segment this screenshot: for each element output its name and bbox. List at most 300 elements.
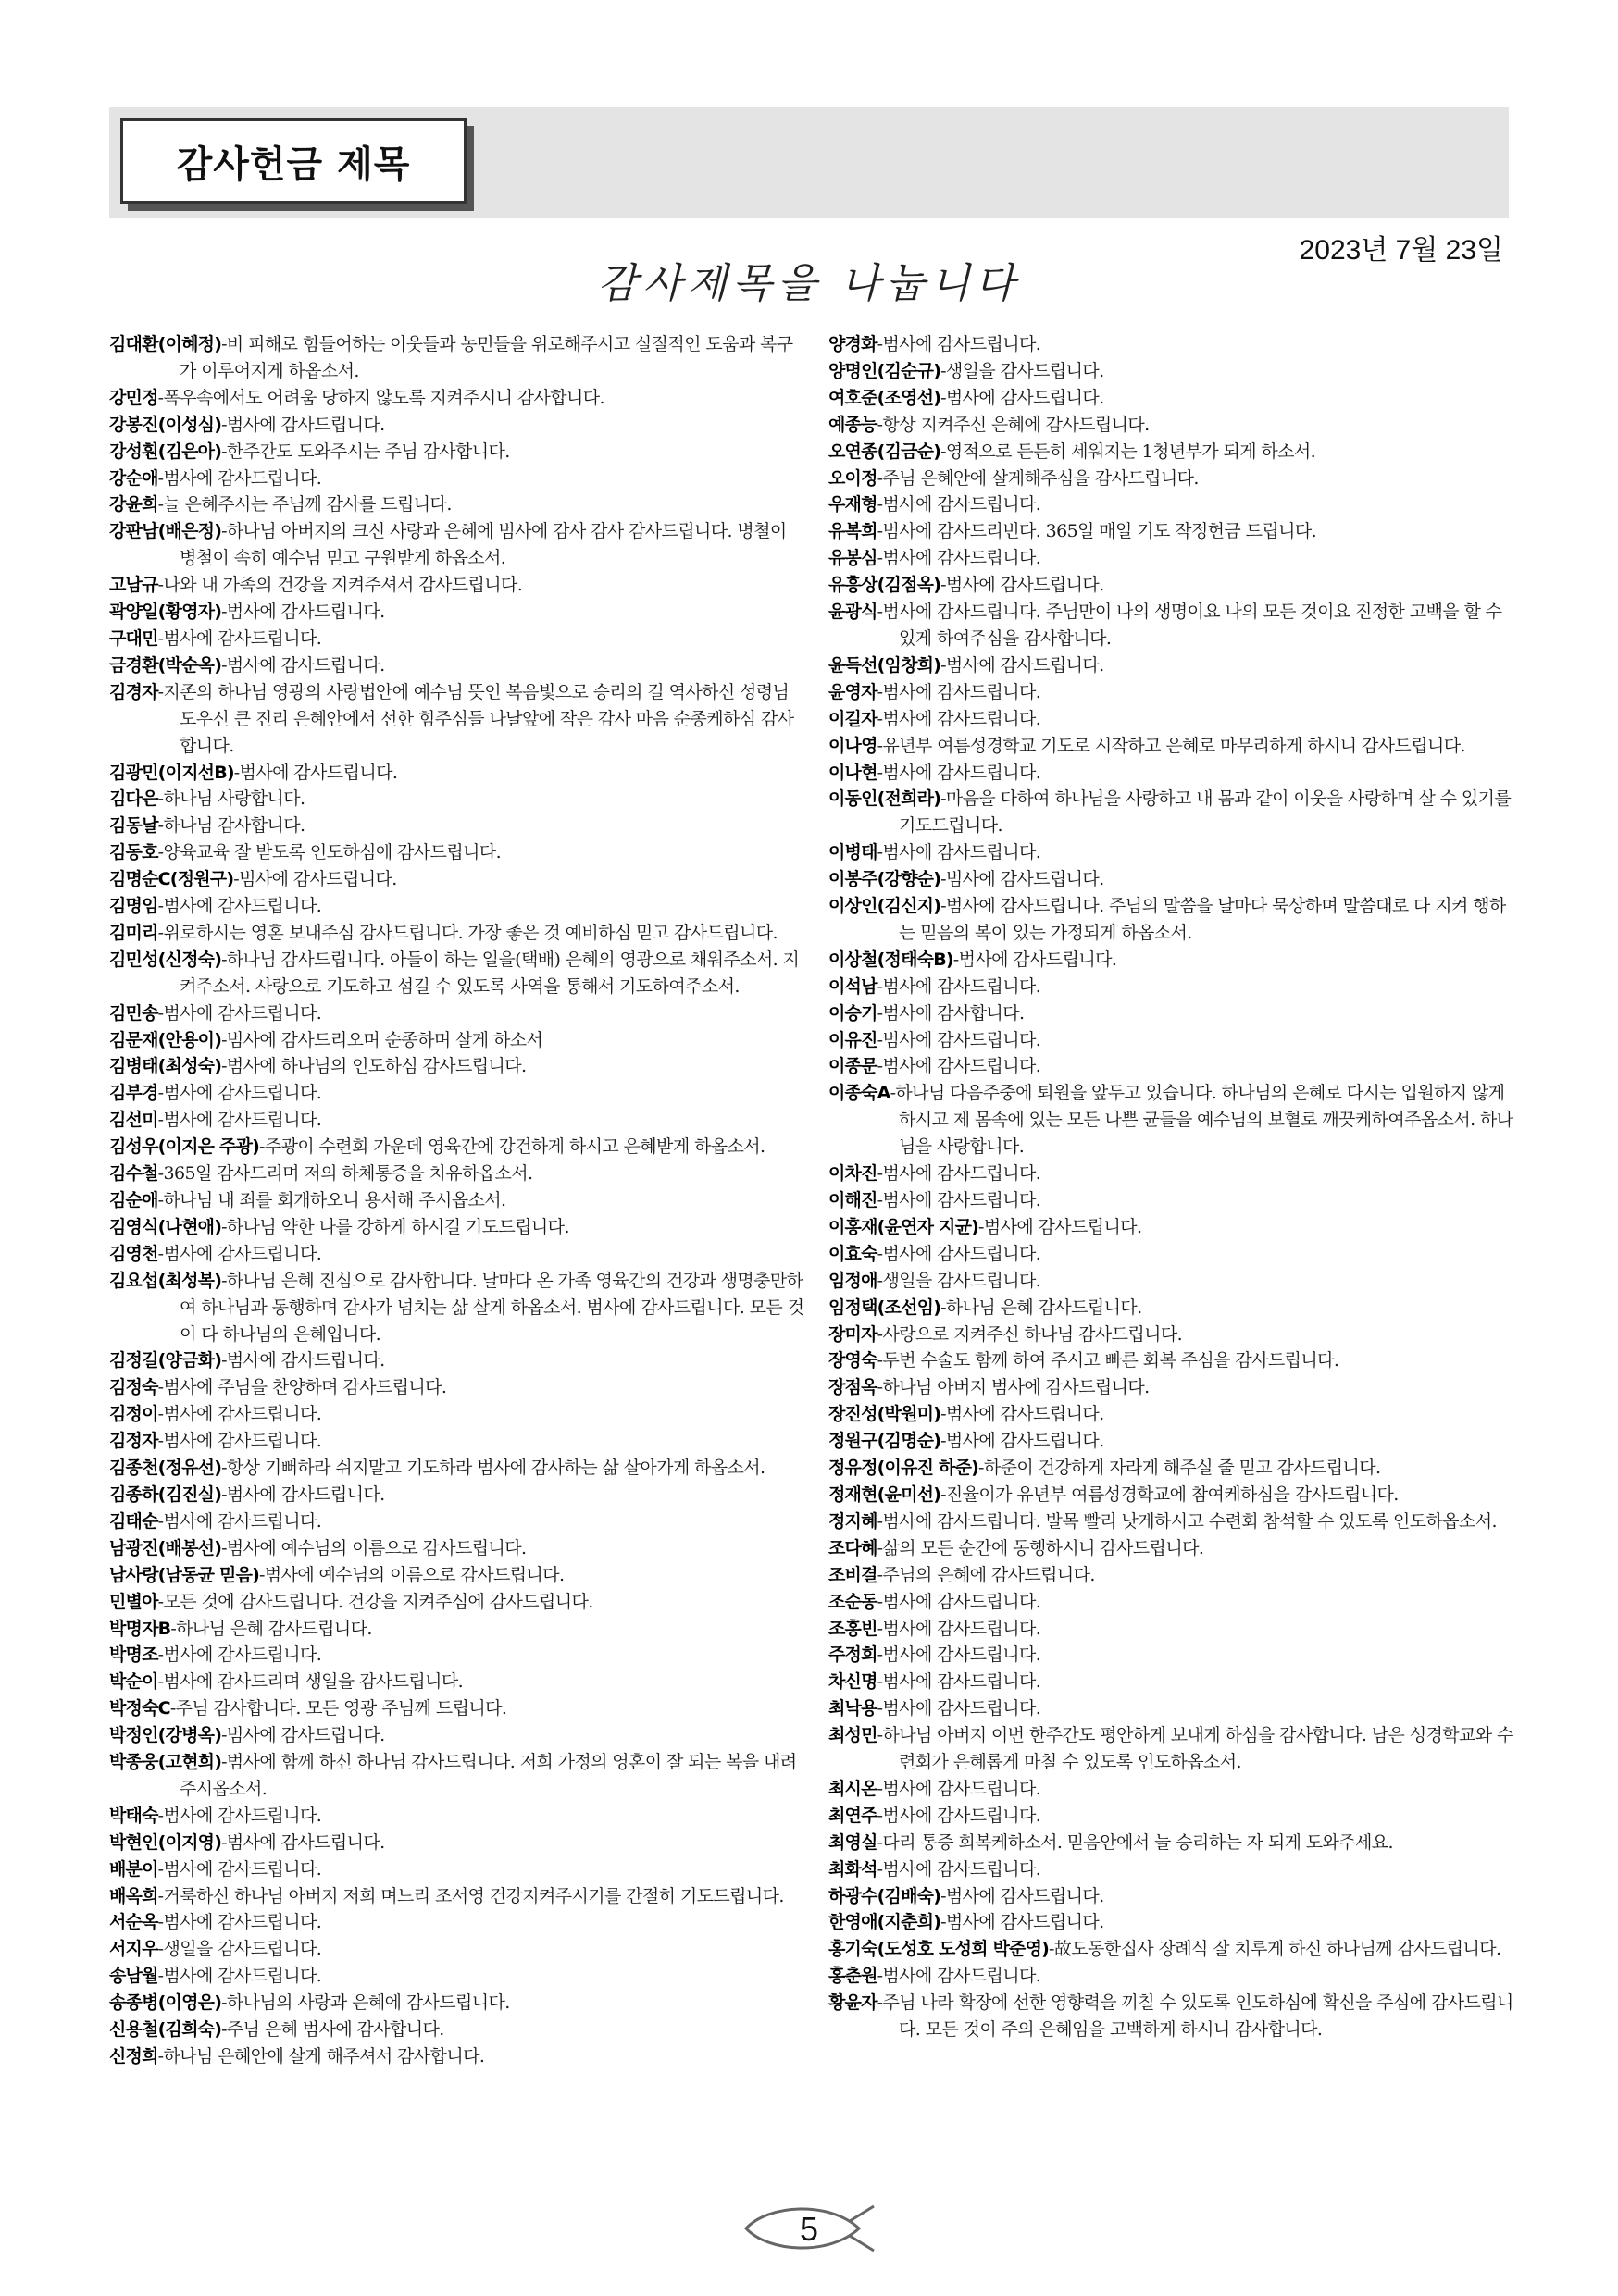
entry-item (828, 1000, 1513, 1027)
entry-item (828, 439, 1513, 465)
entry-item (828, 385, 1513, 412)
entry-name: 김민송 (109, 1002, 158, 1024)
entry-text: -사랑으로 지켜주신 하나님 감사드립니다. (877, 1323, 1183, 1345)
entry-item (828, 1669, 1513, 1695)
entry-text: -범사에 감사드립니다. (157, 1966, 322, 1987)
entry-name: 곽양일(황영자) (109, 602, 222, 623)
entry-text: -범사에 감사드립니다. (940, 575, 1104, 596)
entry-item (828, 1856, 1513, 1883)
entry-text: -하나님 약한 나를 강하게 하시길 기도드립니다. (221, 1216, 569, 1237)
entry-text: -범사에 감사드리빈다. 365일 매일 기도 작정헌금 드립니다. (877, 521, 1317, 542)
entry-text: -범사에 감사드립니다. (940, 1885, 1104, 1906)
entry-item (828, 1830, 1513, 1856)
entry-item (828, 1268, 1513, 1295)
entry-name: 이동인(전희라) (828, 788, 941, 810)
entry-text: -범사에 감사드립니다. (877, 975, 1041, 997)
entry-name: 강판남(배은정) (109, 521, 222, 542)
entry-text: -범사에 하나님의 인도하심 감사드립니다. (221, 1056, 527, 1077)
entry-text: -범사에 감사드립니다. (157, 896, 322, 917)
section-heading: 감사제목을 나눕니다 (597, 260, 1021, 307)
entry-text: -한주간도 도와주시는 주님 감사합니다. (221, 441, 510, 462)
entry-name: 김정길(양금화) (109, 1350, 222, 1371)
entry-text: -범사에 감사드립니다. (157, 467, 322, 489)
entry-item (828, 786, 1513, 839)
entry-item (828, 1482, 1513, 1508)
entry-name: 신용철(김희숙) (109, 2019, 222, 2041)
entry-name: 박순이 (109, 1671, 158, 1693)
entry-text: -범사에 감사드립니다. (221, 1483, 385, 1505)
entry-item (828, 839, 1513, 866)
entry-text: -유년부 여름성경학교 기도로 시작하고 은혜로 마무리하게 하시니 감사드립니다. (877, 735, 1465, 756)
entry-item (109, 626, 805, 652)
entry-item (828, 866, 1513, 893)
entry-item (109, 1990, 805, 2017)
title-box (120, 118, 467, 204)
entry-text: -범사에 감사드립니다. 주님만이 나의 생명이요 나의 모든 것이요 진정한 고백을 할 수 있게 하여주심을 감사합니다. (877, 602, 1502, 649)
entry-name: 홍춘원 (828, 1966, 877, 1987)
entry-text: -범사에 감사드립니다. (157, 1002, 322, 1024)
entry-text: -주님의 은혜에 감사드립니다. (877, 1564, 1095, 1585)
entry-name: 구대민 (109, 627, 158, 649)
entry-text: -범사에 감사드립니다. (157, 1510, 322, 1532)
entry-name: 유복희 (828, 521, 877, 542)
entry-item (828, 1936, 1513, 1963)
entry-text: -범사에 감사드립니다. (221, 602, 385, 623)
entry-text: -범사에 감사드립니다. (157, 1243, 322, 1264)
entry-text: -범사에 감사드립니다. (157, 1858, 322, 1880)
entry-text: -범사에 예수님의 이름으로 감사드립니다. (259, 1564, 565, 1585)
entry-text: -하나님 아버지 범사에 감사드립니다. (877, 1377, 1150, 1398)
entry-text: -하나님 사랑합니다. (157, 788, 305, 810)
entry-text: -범사에 감사드립니다. (877, 1591, 1041, 1612)
entry-name: 정원구(김명순) (828, 1431, 941, 1452)
entry-item (109, 1909, 805, 1936)
entry-item (109, 412, 805, 439)
entry-item (109, 1830, 805, 1856)
entry-text: -범사에 감사드립니다. (877, 1858, 1041, 1880)
entry-text: -범사에 감사드립니다. (221, 1350, 385, 1371)
entry-name: 강윤희 (109, 494, 158, 515)
entry-name: 김순애 (109, 1190, 158, 1210)
entry-item (109, 1107, 805, 1134)
entry-item (828, 1616, 1513, 1643)
entry-text: -항상 기뻐하라 쉬지말고 기도하라 범사에 감사하는 삶 살아가게 하옵소서. (221, 1458, 765, 1479)
entry-item (828, 733, 1513, 760)
entry-item (828, 572, 1513, 599)
entry-item (109, 518, 805, 572)
entry-name: 주정희 (828, 1644, 877, 1666)
entry-text: -범사에 감사드립니다. (877, 1698, 1041, 1719)
entry-name: 김종하(김진실) (109, 1483, 222, 1505)
entry-name: 장진성(박원미) (828, 1404, 941, 1425)
entry-name: 강봉진(이성심) (109, 414, 222, 435)
entry-text: -폭우속에서도 어려움 당하지 않도록 지켜주시니 감사합니다. (157, 387, 604, 408)
entry-text: -범사에 감사드립니다. (877, 1056, 1041, 1077)
entry-name: 남광진(배봉선) (109, 1537, 222, 1558)
entry-item (109, 839, 805, 866)
entry-item (828, 1214, 1513, 1241)
entry-name: 최성민 (828, 1725, 877, 1746)
entry-text: -범사에 감사드립니다. (877, 681, 1041, 702)
entry-item (109, 385, 805, 412)
entry-text: -범사에 감사드립니다. (877, 548, 1041, 569)
entry-text: -하나님의 사랑과 은혜에 감사드립니다. (221, 1992, 510, 2014)
entry-item (109, 760, 805, 787)
entry-name: 오연종(김금순) (828, 441, 941, 462)
entry-text: -생일을 감사드립니다. (877, 1270, 1041, 1291)
entry-name: 최연주 (828, 1805, 877, 1826)
entry-text: -하나님 은혜 진심으로 감사합니다. 날마다 온 가족 영육간의 건강과 생명충만하여 하나님과 동행하며 감사가 넘치는 삶 살게 하옵소서. 범사에 감사드립니다. 모든 것이 다 하나님의 은혜입니다. (180, 1270, 804, 1345)
entry-item (828, 679, 1513, 706)
entry-item (109, 1856, 805, 1883)
entry-name: 한영애(지춘희) (828, 1912, 941, 1933)
entry-name: 최시온 (828, 1778, 877, 1799)
entry-name: 서지우 (109, 1939, 158, 1960)
entry-name: 김다은 (109, 788, 158, 810)
entry-item (109, 1000, 805, 1027)
entry-name: 이병태 (828, 842, 877, 863)
entry-text: -범사에 감사드립니다. (877, 1778, 1041, 1799)
entry-name: 이상인(김신지) (828, 896, 941, 917)
entry-name: 윤영자 (828, 681, 877, 702)
entry-text: -범사에 감사드립니다. (877, 1163, 1041, 1185)
entry-item (109, 1027, 805, 1054)
entry-item (828, 1642, 1513, 1669)
entry-item (109, 920, 805, 947)
entry-name: 고남규 (109, 575, 158, 596)
entry-name: 김요섭(최성복) (109, 1270, 222, 1291)
entry-name: 장영숙 (828, 1350, 877, 1371)
entry-text: -범사에 감사드립니다. 발목 빨리 낫게하시고 수련회 참석할 수 있도록 인도하옵소서. (877, 1510, 1497, 1532)
entry-name: 윤득선(임창희) (828, 654, 941, 676)
entry-text: -하나님 은혜안에 살게 해주셔서 감사합니다. (157, 2046, 485, 2066)
entry-text: -항상 지켜주신 은혜에 감사드립니다. (877, 414, 1150, 435)
entry-name: 이종문 (828, 1056, 877, 1077)
page-title: 감사헌금 제목 (176, 143, 411, 186)
entry-text: -주님 은혜안에 살게해주심을 감사드립니다. (877, 467, 1199, 489)
entry-text: -하나님 감사합니다. (157, 815, 305, 837)
entry-item (828, 412, 1513, 439)
entry-text: -범사에 감사드립니다. (978, 1216, 1142, 1237)
entry-name: 김정이 (109, 1404, 158, 1425)
entry-text: -범사에 감사드립니다. (877, 1243, 1041, 1264)
entry-name: 조비결 (828, 1564, 877, 1585)
entry-item (828, 1803, 1513, 1830)
entry-item (828, 1990, 1513, 2043)
entry-item (828, 465, 1513, 492)
entry-name: 이해진 (828, 1190, 877, 1210)
entry-name: 송종병(이영은) (109, 1992, 222, 2014)
entry-name: 조순동 (828, 1591, 877, 1612)
entry-item (828, 1963, 1513, 1990)
entry-text: -하나님 감사드립니다. 아들이 하는 일을(택배) 은혜의 영광으로 채워주소서. 지켜주소서. 사랑으로 기도하고 섬길 수 있도록 사역을 통해서 기도하여주소서. (180, 949, 800, 997)
entry-item (828, 1428, 1513, 1455)
entry-item (828, 1589, 1513, 1616)
entry-item (109, 1482, 805, 1508)
entry-name: 김성우(이지은 주광) (109, 1136, 260, 1158)
entry-name: 금경환(박순옥) (109, 654, 222, 676)
entry-text: -범사에 감사드립니다. (877, 494, 1041, 515)
entry-item (109, 1401, 805, 1428)
entry-text: -모든 것에 감사드립니다. 건강을 지켜주심에 감사드립니다. (157, 1591, 593, 1612)
entry-name: 강민정 (109, 387, 158, 408)
entry-name: 유봉심 (828, 548, 877, 569)
entry-item (828, 1909, 1513, 1936)
entry-item (828, 545, 1513, 572)
entry-item (109, 866, 805, 893)
entry-item (109, 1589, 805, 1616)
entry-name: 이종숙A (828, 1083, 890, 1104)
entry-name: 이차진 (828, 1163, 877, 1185)
entry-name: 이나현 (828, 762, 877, 783)
entry-text: -하나님 은혜 감사드립니다. (170, 1618, 372, 1639)
entry-item (109, 1803, 805, 1830)
entry-text: -범사에 감사드립니다. (940, 1431, 1104, 1452)
entry-name: 배분이 (109, 1858, 158, 1880)
entry-name: 서순옥 (109, 1912, 158, 1933)
entry-name: 윤광식 (828, 602, 877, 623)
entry-item (109, 1749, 805, 1803)
entry-item (828, 706, 1513, 733)
entry-text: -범사에 감사드립니다. (877, 1671, 1041, 1693)
entry-item (109, 1695, 805, 1722)
entry-text: -범사에 예수님의 이름으로 감사드립니다. (221, 1537, 527, 1558)
entry-item (828, 1080, 1513, 1160)
right-column (828, 331, 1513, 2043)
entry-item (109, 2017, 805, 2043)
entry-name: 정재현(윤미선) (828, 1483, 941, 1505)
entry-name: 김동호 (109, 842, 158, 863)
entry-text: -범사에 감사드립니다. (221, 414, 385, 435)
entry-name: 이홍재(윤연자 지균) (828, 1216, 979, 1237)
entry-name: 김경자 (109, 681, 158, 702)
entry-item (109, 1080, 805, 1107)
entry-item (109, 1963, 805, 1990)
entry-text: -범사에 감사드립니다. (233, 869, 397, 890)
entry-text: -범사에 감사드립니다. (221, 654, 385, 676)
entry-item (109, 1642, 805, 1669)
left-column (109, 331, 805, 2070)
entry-text: -양육교육 잘 받도록 인도하심에 감사드립니다. (157, 842, 502, 863)
entry-name: 김종천(정유선) (109, 1458, 222, 1479)
entry-item (828, 760, 1513, 787)
entry-name: 김태순 (109, 1510, 158, 1532)
entry-text: -범사에 감사드립니다. (157, 1805, 322, 1826)
entry-name: 박명자B (109, 1618, 171, 1639)
entry-text: -범사에 감사드립니다. (233, 762, 398, 783)
entry-name: 이석남 (828, 975, 877, 997)
entry-item (828, 1562, 1513, 1589)
entry-text: -범사에 감사드립니다. (157, 627, 322, 649)
entry-text: -범사에 감사드립니다. (221, 1725, 385, 1746)
entry-item (828, 947, 1513, 974)
entry-text: -범사에 감사드립니다. (157, 1110, 322, 1131)
entry-name: 김명임 (109, 896, 158, 917)
entry-name: 이상철(정태숙B) (828, 949, 953, 970)
entry-text: -범사에 감사드립니다. (877, 1644, 1041, 1666)
entry-item (109, 439, 805, 465)
entry-item (109, 491, 805, 518)
entry-name: 임정애 (828, 1270, 877, 1291)
entry-name: 유흥상(김점옥) (828, 575, 941, 596)
entry-name: 이유진 (828, 1029, 877, 1050)
entry-name: 차신명 (828, 1671, 877, 1693)
entry-text: -영적으로 든든히 세워지는 1청년부가 되게 하소서. (940, 441, 1316, 462)
entry-item (109, 1134, 805, 1160)
entry-item (828, 1535, 1513, 1562)
entry-name: 김영식(나현애) (109, 1216, 222, 1237)
entry-item (109, 331, 805, 385)
entry-item (828, 652, 1513, 679)
entry-text: -범사에 감사드립니다. (877, 1618, 1041, 1639)
entry-item (828, 1295, 1513, 1322)
entry-name: 장미자 (828, 1323, 877, 1345)
entry-name: 최화석 (828, 1858, 877, 1880)
entry-name: 김명순C(정원구) (109, 869, 234, 890)
entry-name: 김민성(신정숙) (109, 949, 222, 970)
entry-text: -범사에 감사드립니다. (940, 1404, 1104, 1425)
entry-name: 오이정 (828, 467, 877, 489)
entry-text: -범사에 감사드립니다. (877, 1966, 1041, 1987)
entry-item (109, 1268, 805, 1348)
entry-text: -범사에 감사드립니다. 주님의 말씀을 날마다 묵상하며 말씀대로 다 지켜 행하는 믿음의 복이 있는 가정되게 하옵소서. (899, 896, 1506, 943)
entry-item (828, 599, 1513, 652)
entry-name: 송남월 (109, 1966, 158, 1987)
entry-text: -범사에 함께 하신 하나님 감사드립니다. 저희 가정의 영혼이 잘 되는 복을 내려 주시옵소서. (180, 1752, 797, 1799)
entry-text: -범사에 감사드립니다. (157, 1404, 322, 1425)
entry-text: -다리 통증 회복케하소서. 믿음안에서 늘 승리하는 자 되게 도와주세요. (877, 1831, 1394, 1853)
entry-item (109, 1508, 805, 1535)
entry-name: 김부경 (109, 1083, 158, 1104)
entry-name: 최영실 (828, 1831, 877, 1853)
entry-name: 민별아 (109, 1591, 158, 1612)
entry-text: -주님 은혜 범사에 감사합니다. (221, 2019, 444, 2041)
entry-text: -진율이가 유년부 여름성경학교에 참여케하심을 감사드립니다. (940, 1483, 1399, 1505)
entry-item (828, 1322, 1513, 1348)
entry-name: 이효숙 (828, 1243, 877, 1264)
entry-name: 김수철 (109, 1163, 158, 1185)
entry-item (109, 465, 805, 492)
entry-text: -범사에 감사드리오며 순종하며 살게 하소서 (221, 1029, 543, 1050)
entry-text: -범사에 감사드리며 생일을 감사드립니다. (157, 1671, 464, 1693)
entry-name: 박정숙C (109, 1698, 170, 1719)
entry-name: 강순애 (109, 467, 158, 489)
entry-item (109, 1936, 805, 1963)
entry-text: -범사에 감사드립니다. (221, 1831, 385, 1853)
entry-text: -범사에 감사드립니다. (940, 387, 1104, 408)
entry-name: 하광수(김배숙) (828, 1885, 941, 1906)
entry-name: 김광민(이지선B) (109, 762, 234, 783)
entry-text: -생일을 감사드립니다. (157, 1939, 322, 1960)
entry-text: -두번 수술도 함께 하여 주시고 빠른 회복 주심을 감사드립니다. (877, 1350, 1339, 1371)
entry-item (109, 1187, 805, 1214)
entry-item (109, 1428, 805, 1455)
entry-text: -하나님 아버지의 크신 사랑과 은혜에 범사에 감사 감사 감사드립니다. 병쳘이 병철이 속히 예수님 믿고 구원받게 하옵소서. (180, 521, 787, 569)
entry-text: -범사에 감사드립니다. (952, 949, 1117, 970)
entry-item (109, 1883, 805, 1910)
entry-text: -범사에 감사드립니다. (877, 708, 1041, 729)
entry-text: -하나님 내 죄를 회개하오니 용서해 주시옵소서. (157, 1190, 506, 1210)
entry-item (109, 1374, 805, 1401)
entry-item (109, 1241, 805, 1268)
entry-item (828, 1401, 1513, 1428)
entry-text: -위로하시는 영혼 보내주심 감사드립니다. 가장 좋은 것 예비하심 믿고 감사드립니다. (157, 922, 778, 943)
entry-item (109, 1214, 805, 1241)
entry-item (828, 1508, 1513, 1535)
entry-item (109, 1616, 805, 1643)
entry-text: -지존의 하나님 영광의 사랑법안에 예수님 뜻인 복음빛으로 승리의 길 역사하신 성령님 도우신 큰 진리 은혜안에서 선한 힘주심들 나날앞에 작은 감사 마음 순종케하심 감사합니다. (157, 681, 794, 756)
entry-item (828, 1695, 1513, 1722)
entry-name: 김병태(최성숙) (109, 1056, 222, 1077)
entry-name: 양명인(김순규) (828, 360, 941, 381)
entry-name: 최낙용 (828, 1698, 877, 1719)
entry-item (828, 1053, 1513, 1080)
entry-text: -범사에 감사드립니다. (877, 842, 1041, 863)
entry-name: 김동날 (109, 815, 158, 837)
entry-name: 박정인(강병옥) (109, 1725, 222, 1746)
entry-name: 김정숙 (109, 1377, 158, 1398)
entry-name: 이나영 (828, 735, 877, 756)
entry-item (109, 947, 805, 1000)
entry-name: 우재형 (828, 494, 877, 515)
entry-name: 이봉주(강향순) (828, 869, 941, 890)
entry-item (828, 1374, 1513, 1401)
entry-text: -나와 내 가족의 건강을 지켜주셔서 감사드립니다. (157, 575, 523, 596)
entry-name: 박종웅(고현희) (109, 1752, 222, 1773)
entry-item (109, 679, 805, 760)
entry-text: -범사에 감사합니다. (877, 1002, 1025, 1024)
entry-item (828, 1187, 1513, 1214)
entry-item (109, 1669, 805, 1695)
entry-name: 양경화 (828, 334, 877, 354)
entry-name: 예종능 (828, 414, 877, 435)
entry-text: -범사에 감사드립니다. (157, 1644, 322, 1666)
entry-item (109, 652, 805, 679)
entry-item (109, 2043, 805, 2070)
entry-item (109, 572, 805, 599)
entry-name: 임정택(조선임) (828, 1297, 941, 1318)
entry-item (828, 331, 1513, 358)
entry-text: -생일을 감사드립니다. (940, 360, 1104, 381)
entry-text: -범사에 감사드립니다. (877, 1805, 1041, 1826)
entry-item (828, 1347, 1513, 1374)
entry-text: -주님 감사합니다. 모든 영광 주님께 드립니다. (169, 1698, 507, 1719)
entry-text: -하나님 아버지 이번 한주간도 평안하게 보내게 하심을 감사합니다. 남은 성경학교와 수련회가 은혜롭게 마칠 수 있도록 인도하옵소서. (877, 1725, 1513, 1773)
entry-item (109, 1053, 805, 1080)
entry-item (828, 491, 1513, 518)
entry-name: 신정희 (109, 2046, 158, 2066)
date-label: 2023년 7월 23일 (1299, 235, 1503, 266)
entry-item (109, 1455, 805, 1482)
entry-item (828, 1776, 1513, 1803)
entry-text: -거룩하신 하나님 아버지 저희 며느리 조서영 건강지켜주시기를 간절히 기도드립니다. (157, 1885, 784, 1906)
entry-item (828, 1883, 1513, 1910)
entry-item (109, 813, 805, 839)
entry-text: -주님 나라 확장에 선한 영향력을 끼칠 수 있도록 인도하심에 확신을 주심에 감사드립니다. 모든 것이 주의 은혜임을 고백하게 하시니 감사합니다. (877, 1992, 1513, 2041)
entry-item (828, 893, 1513, 947)
entry-text: -범사에 감사드립니다. (157, 1083, 322, 1104)
entry-text: -범사에 감사드립니다. (877, 762, 1041, 783)
entry-name: 박명조 (109, 1644, 158, 1666)
entry-text: -범사에 감사드립니다. (940, 1912, 1104, 1933)
entry-text: -범사에 감사드립니다. (877, 1029, 1041, 1050)
entry-name: 김선미 (109, 1110, 158, 1131)
entry-text: -하나님 은혜 감사드립니다. (940, 1297, 1142, 1318)
entry-item (828, 1241, 1513, 1268)
entry-item (828, 518, 1513, 545)
entry-name: 강성훤(김은아) (109, 441, 222, 462)
entry-item (109, 1160, 805, 1187)
